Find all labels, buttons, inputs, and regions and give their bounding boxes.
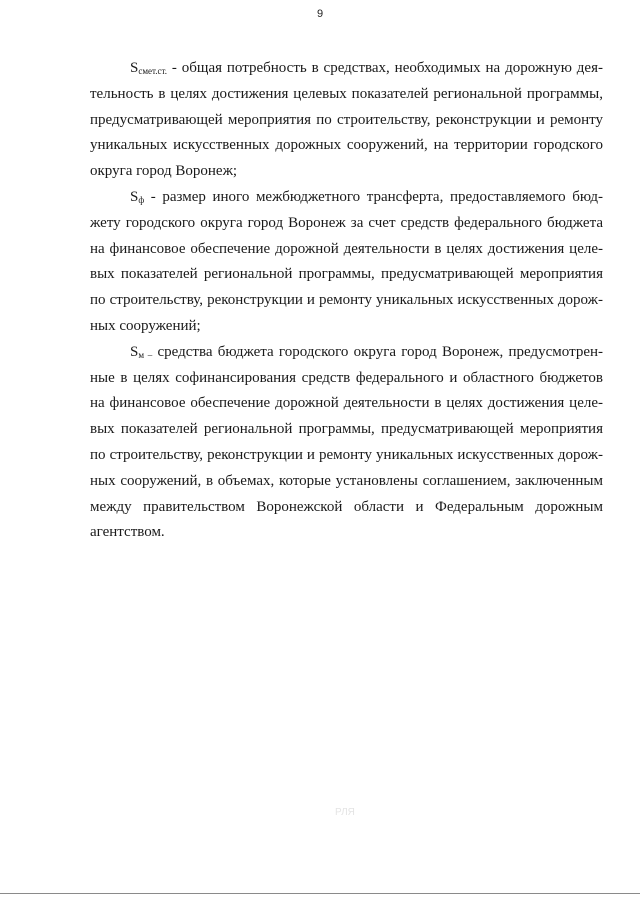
formula-symbol: S (130, 188, 139, 205)
paragraph-line: $S_{смет.ст.}$ - общая потребность в средствах, необходимых на дорожную дея- (130, 60, 603, 76)
faint-stamp-mark: РЛЯ (335, 807, 355, 818)
paragraph-line: предусматривающей мероприятия по строительству, реконструкции и ремонту (90, 111, 603, 128)
paragraph-s-f (90, 185, 603, 340)
paragraph-s-m (90, 340, 603, 546)
paragraph-line: $S_{м -}$ средства бюджета городского округа город Воронеж, предусмотрен- (130, 343, 603, 360)
paragraph-line: уникальных искусственных дорожных сооружений, на территории городского (90, 137, 603, 154)
paragraph-line: агентством. (90, 524, 165, 541)
paragraph-line: ные в целях софинансирования средств федерального и областного бюджетов (90, 369, 603, 386)
paragraph-line: округа город Воронеж; (90, 163, 238, 180)
paragraph-line: по строительству, реконструкции и ремонту уникальных искусственных дорож- (90, 292, 603, 309)
formula-subscript: м – (138, 349, 153, 360)
paragraph-line: ных сооружений, в объемах, которые установлены соглашением, заключенным (90, 472, 603, 489)
paragraph-s-smet (90, 56, 603, 185)
paragraph-line: жету городского округа город Воронеж за счет средств федерального бюджета (90, 214, 603, 231)
paragraph-line: вых показателей региональной программы, предусматривающей мероприятия (90, 266, 603, 283)
formula-symbol: S (130, 60, 139, 76)
formula-symbol: S (130, 343, 139, 360)
formula-subscript: ф (138, 194, 145, 205)
paragraph-line: вых показателей региональной программы, предусматривающей мероприятия (90, 421, 603, 438)
formula-subscript: смет.ст. (138, 66, 168, 76)
paragraph-line: ных сооружений; (90, 317, 201, 334)
paragraph-line: между правительством Воронежской области и Федеральным дорожным (90, 498, 603, 515)
document-body (90, 56, 603, 546)
paragraph-line: по строительству, реконструкции и ремонту уникальных искусственных дорож- (90, 446, 603, 463)
paragraph-line: на финансовое обеспечение дорожной деятельности в целях достижения целе- (90, 240, 603, 257)
paragraph-line: на финансовое обеспечение дорожной деятельности в целях достижения целе- (90, 395, 603, 412)
page-number: 9 (316, 8, 324, 20)
paragraph-line: тельность в целях достижения целевых показателей региональной программы, (90, 85, 603, 102)
paragraph-line: $S_ф$ - размер иного межбюджетного трансферта, предоставляемого бюд- (130, 188, 603, 205)
page-bottom-rule (0, 893, 640, 894)
